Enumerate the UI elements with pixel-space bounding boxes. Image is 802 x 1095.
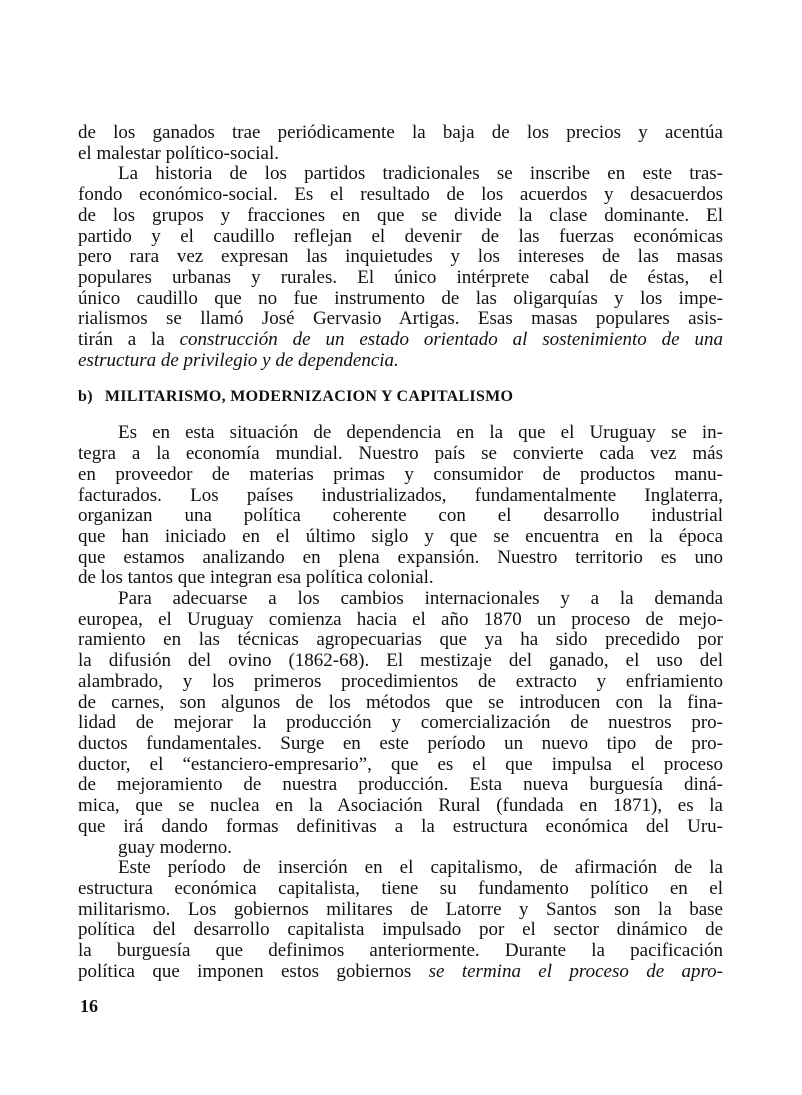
text-line xyxy=(78,962,723,983)
text-line: ductor, el “estanciero-empresario”, que es el que impulsa el proceso xyxy=(78,753,723,775)
text-line: de los ganados trae periódicamente la baja de los precios y acentúa xyxy=(78,122,723,143)
paragraph-capitalismo xyxy=(78,858,723,982)
text-line: único caudillo que no fue instrumento de las oligarquías y los impe- xyxy=(78,287,723,309)
text-line: mica, que se nuclea en la Asociación Rural (fundada en 1871), es la xyxy=(78,795,723,817)
text-segment: tirán a la xyxy=(78,329,180,351)
text-line: Para adecuarse a los cambios internacionales y a la demanda xyxy=(118,588,723,610)
text-line: alambrado, y los primeros procedimientos de extracto y enfriamiento xyxy=(78,670,723,692)
text-line: europea, el Uruguay comienza hacia el año 1870 un proceso de mejo- xyxy=(78,608,723,630)
italic-text: se termina el proceso de apro- xyxy=(428,960,724,982)
text-line: guay moderno. xyxy=(118,836,232,858)
text-line xyxy=(78,330,723,351)
paragraph-partidos xyxy=(78,164,723,371)
text-line: lidad de mejorar la producción y comercialización de nuestros pro- xyxy=(78,712,723,734)
text-line: facturados. Los países industrializados, fundamentalmente Inglaterra, xyxy=(78,484,723,506)
text-line: de los tantos que integran esa política colonial. xyxy=(78,567,434,589)
text-line: Este período de inserción en el capitalismo, de afirmación de la xyxy=(118,857,723,879)
text-line: el malestar político-social. xyxy=(78,142,280,164)
text-line: partido y el caudillo reflejan el devenir de las fuerzas económicas xyxy=(78,225,723,247)
text-line: populares urbanas y rurales. El único intérprete cabal de éstas, el xyxy=(78,266,723,288)
paragraph-dependencia xyxy=(78,423,723,589)
text-line: de carnes, son algunos de los métodos que se introducen con la fina- xyxy=(78,691,723,713)
text-line: de los grupos y fracciones en que se divide la clase dominante. El xyxy=(78,204,723,226)
text-line: ramiento en las técnicas agropecuarias que ya ha sido precedido por xyxy=(78,629,723,651)
text-line: política del desarrollo capitalista impulsado por el sector dinámico de xyxy=(78,919,723,941)
text-line: la burguesía que definimos anteriormente. Durante la pacificación xyxy=(78,940,723,962)
italic-text: construcción de un estado orientado al sostenimiento de una xyxy=(179,329,723,351)
section-letter: b) xyxy=(78,388,93,406)
text-line: organizan una política coherente con el desarrollo industrial xyxy=(78,505,723,527)
text-line: en proveedor de materias primas y consumidor de productos manu- xyxy=(78,463,723,485)
text-line: militarismo. Los gobiernos militares de Latorre y Santos son la base xyxy=(78,898,723,920)
text-line: estructura económica capitalista, tiene su fundamento político en el xyxy=(78,877,723,899)
text-line: La historia de los partidos tradicionales se inscribe en este tras- xyxy=(118,163,723,185)
text-line: de mejoramiento de nuestra producción. Esta nueva burguesía diná- xyxy=(78,774,723,796)
text-line: ductos fundamentales. Surge en este período un nuevo tipo de pro- xyxy=(78,732,723,754)
section-heading xyxy=(78,387,723,407)
text-line: que estamos analizando en plena expansión. Nuestro territorio es uno xyxy=(78,546,723,568)
text-line: que irá dando formas definitivas a la estructura económica del Uru- xyxy=(78,815,723,837)
section-title: MILITARISMO, MODERNIZACION Y CAPITALISMO xyxy=(104,388,514,406)
text-line: rialismos se llamó José Gervasio Artigas. Esas masas populares asis- xyxy=(78,308,723,330)
text-line: pero rara vez expresan las inquietudes y los intereses de las masas xyxy=(78,246,723,268)
text-line: que han iniciado en el último siglo y que se encuentra en la época xyxy=(78,525,723,547)
text-line: tegra a la economía mundial. Nuestro país se convierte cada vez más xyxy=(78,443,723,465)
text-segment: política que imponen estos gobiernos xyxy=(78,960,429,982)
page-body xyxy=(78,123,723,982)
italic-text-line: estructura de privilegio y de dependencia. xyxy=(78,349,399,371)
text-line: la difusión del ovino (1862-68). El mestizaje del ganado, el uso del xyxy=(78,650,723,672)
text-line: fondo económico-social. Es el resultado de los acuerdos y desacuerdos xyxy=(78,184,723,206)
page-number: 16 xyxy=(80,996,98,1016)
text-line: Es en esta situación de dependencia en la que el Uruguay se in- xyxy=(118,422,723,444)
paragraph-mejoramiento xyxy=(78,589,723,858)
paragraph-continuation xyxy=(78,123,723,164)
